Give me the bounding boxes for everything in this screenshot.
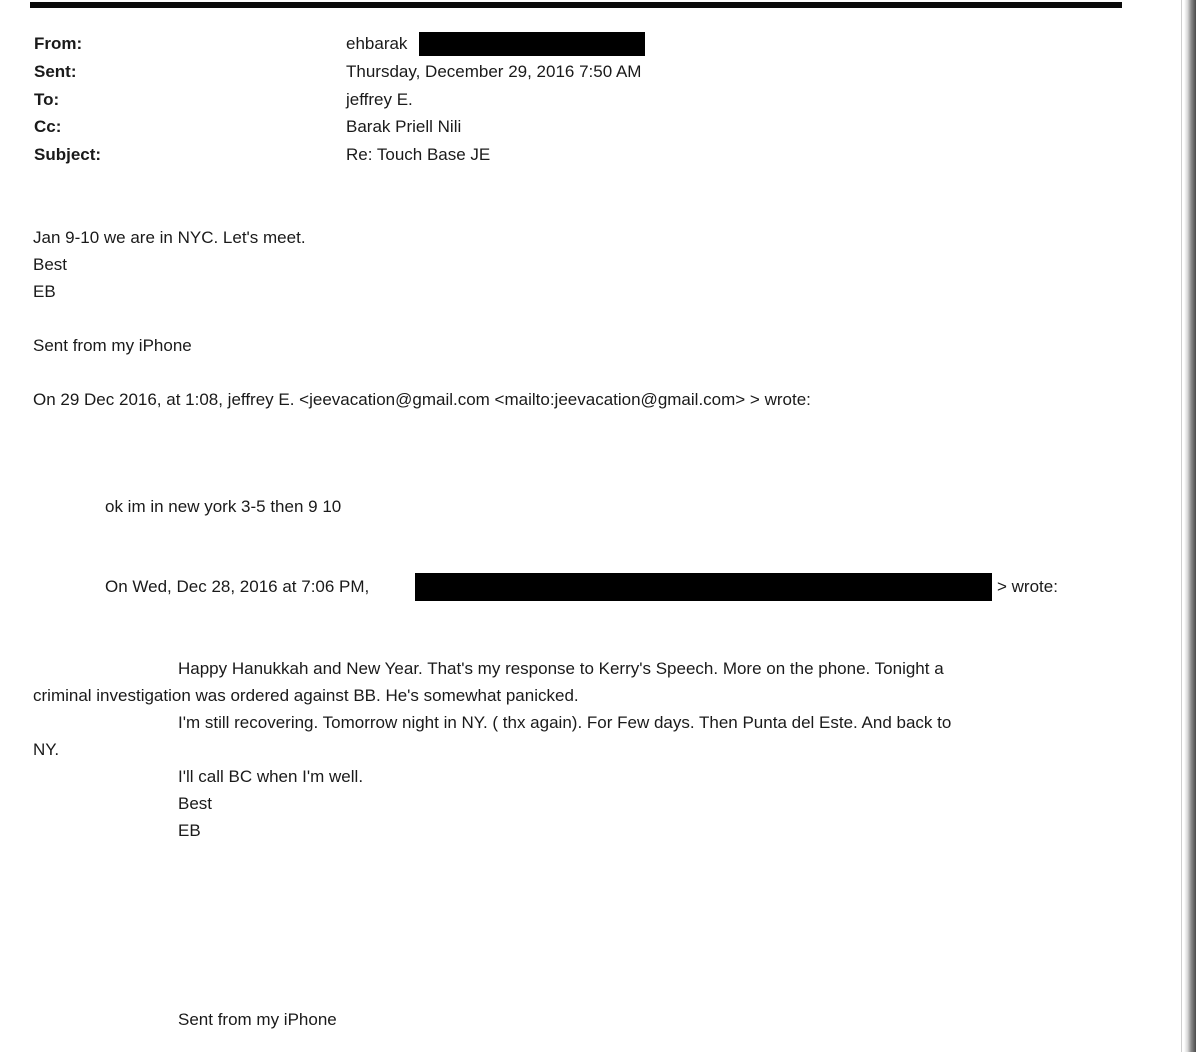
quote-attribution: On 29 Dec 2016, at 1:08, jeffrey E. <jeevacation@gmail.com <mailto:jeevacation@gmail.com> > wrote: — [33, 390, 811, 409]
redaction-box — [419, 32, 645, 56]
page-edge-shadow — [1184, 0, 1196, 1052]
quoted-paragraph-line: Happy Hanukkah and New Year. That's my response to Kerry's Speech. More on the phone. Tonight a — [178, 659, 944, 678]
quoted-signature: Sent from my iPhone — [178, 1010, 337, 1029]
redaction-box — [415, 573, 992, 601]
reply-initials: EB — [33, 282, 56, 301]
from-label: From: — [34, 34, 83, 53]
cc-label: Cc: — [34, 117, 62, 136]
cc-value: Barak Priell Nili — [346, 117, 462, 136]
quoted-closing: Best — [178, 794, 213, 813]
to-value: jeffrey E. — [346, 90, 413, 109]
quoted-paragraph-line: criminal investigation was ordered against BB. He's somewhat panicked. — [33, 686, 579, 705]
subject-value: Re: Touch Base JE — [346, 145, 491, 164]
quote-attribution-prefix: On Wed, Dec 28, 2016 at 7:06 PM, — [105, 577, 370, 596]
quoted-paragraph-line: I'll call BC when I'm well. — [178, 767, 364, 786]
quoted-paragraph-line: NY. — [33, 740, 60, 759]
to-label: To: — [34, 90, 60, 109]
reply-line: Jan 9-10 we are in NYC. Let's meet. — [33, 228, 306, 247]
quoted-paragraph-line: I'm still recovering. Tomorrow night in NY. ( thx again). For Few days. Then Punta del Este. And back to — [178, 713, 952, 732]
sent-label: Sent: — [34, 62, 77, 81]
subject-label: Subject: — [34, 145, 102, 164]
top-rule — [30, 2, 1122, 8]
quoted-message: ok im in new york 3-5 then 9 10 — [105, 497, 342, 516]
reply-closing: Best — [33, 255, 68, 274]
sent-value: Thursday, December 29, 2016 7:50 AM — [346, 62, 642, 81]
reply-signature: Sent from my iPhone — [33, 336, 192, 355]
quoted-initials: EB — [178, 821, 201, 840]
quote-attribution-suffix: > wrote: — [997, 577, 1058, 596]
from-value: ehbarak — [346, 34, 408, 53]
page-edge-line — [1181, 0, 1182, 1052]
